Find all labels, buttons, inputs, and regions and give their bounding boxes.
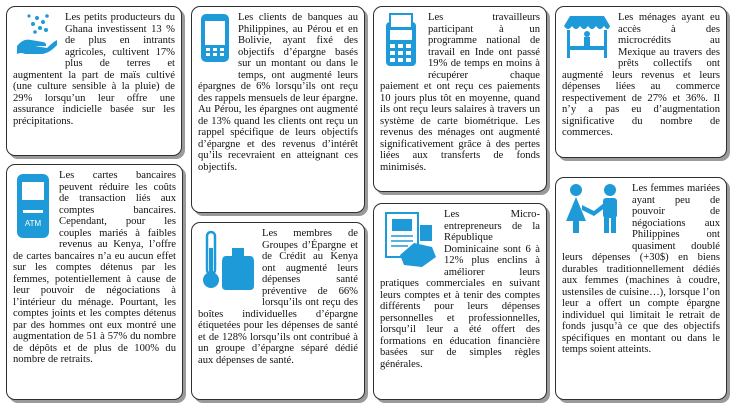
card-text: Les cartes bancaires peuvent réduire les coûts de transaction liés aux comptes bancaires. Cependant, pour les couples mariés à faibles revenus au Kenya, l’offre de cartes bancaires n’a eu aucun effet sur les comptes détenus par les femmes, potentiellement à cause de leur pouvoir de négociations à l’intérieur du ménage. Pourtant, les comptes joints et les comptes détenus par des hommes ont eux montré une augmentation de 51 à 57% du nombre de dépôts et de plus de 100% du nombre de retraits.: [13, 170, 176, 365]
card-text: Les travailleurs participant à un programme national de travail en Inde ont passé 19% de temps en moins à récupérer chaque paiement et ont reçu ces paiements 10 jours plus tôt en moyenne, quand ils ont reçu leurs salaires à travers un système de carte biométrique. Les revenus des ménages ont augmenté significativement grâce à des pertes liées aux transferts de fonds minimisés.: [380, 12, 540, 173]
info-card-dominican-entrepreneurs: [373, 203, 547, 400]
woman-man-handshake-icon: [562, 183, 626, 240]
info-card-mexico-microcredit: [555, 6, 727, 158]
hand-sowing-seeds-icon: [13, 12, 59, 61]
card-text: Les petits producteurs du Ghana investissent 13 % de plus en intrants agricoles, cultivent 17% plus de terres et augmentent la part de maïs cultivé (une culture sensible à la pluie) de 29% lorsqu’un leur offre une assurance indicielle basée sur les précipitations.: [13, 12, 175, 127]
mobile-phone-icon: [198, 12, 232, 69]
info-card-kenya-health-savings: [191, 222, 365, 400]
card-text: Les clients de banques au Philippines, au Pérou et en Bolivie, ayant fixé des objectifs d’épargne basés sur un montant ou dans le temps, ont augmenté leurs épargnes de 6% lorsqu’ils ont reçu des rappels mensuels de leur épargne. Au Pérou, les épargnes ont augmenté de 13% quand les clients ont reçu un rappel spécifique de leurs objectifs d’épargne et des revenus d’intérêt qu’ils recevraient en atteignant ces objectifs.: [198, 12, 358, 173]
info-card-india-biometric: [373, 6, 547, 192]
info-card-ghana-insurance: [6, 6, 182, 156]
card-text: Les membres de Groupes d’Épargne et de Crédit au Kenya ont augmenté leurs dépenses santé préventive de 66% lorsqu’ils ont reçu des boîtes individuelles d’épargne étiquetées pour les dépenses de santé et de 128% lorsqu’ils ont contribué à un groupe d’épargne séparé dédié aux dépenses de santé.: [198, 228, 358, 366]
info-card-philippines-women: [555, 177, 727, 400]
info-card-savings-reminders: [191, 6, 365, 213]
info-card-kenya-bank-cards: [6, 164, 183, 400]
card-text: Les femmes mariées ayant peu de pouvoir de négociations aux Philippines ont quasiment doublé leurs dépenses (+30$) en biens durables traditionnellement dédiés aux femmes (machines à coudre, ustensiles de cuisine…), lorsque l’on leur a offert un compte épargne individuel qui limitait le retrait de fonds jusqu’à ce que des objectifs spécifiques en montant ou dans le temps soient atteints.: [562, 183, 720, 355]
card-text: Les Micro-entrepreneurs de la République Dominicaine sont 6 à 12% plus enclins à améliorer leurs pratiques commerciales en suivant leurs comptes et à tenir des comptes différents pour leurs dépenses personnelles et professionnelles, lorsqu’il leur a été offert des formations en éducation financière basées sur de simples règles générales.: [380, 209, 540, 370]
thermometer-medicine-bottle-icon: [198, 228, 256, 297]
market-stall-icon: [562, 12, 612, 65]
card-text: Les ménages ayant eu accès à des microcrédits au Mexique au travers des prêts collectifs ont augmenté leurs revenus et leurs dépenses liées au commerce respectivement de 27% et 36%. Il n’y a pas eu d’augmentation significative du nombre de commerces.: [562, 12, 720, 138]
atm-machine-icon: [13, 170, 53, 245]
business-document-icon: [380, 209, 438, 274]
biometric-card-reader-icon: [380, 12, 422, 73]
atm-label: ATM: [24, 219, 42, 228]
